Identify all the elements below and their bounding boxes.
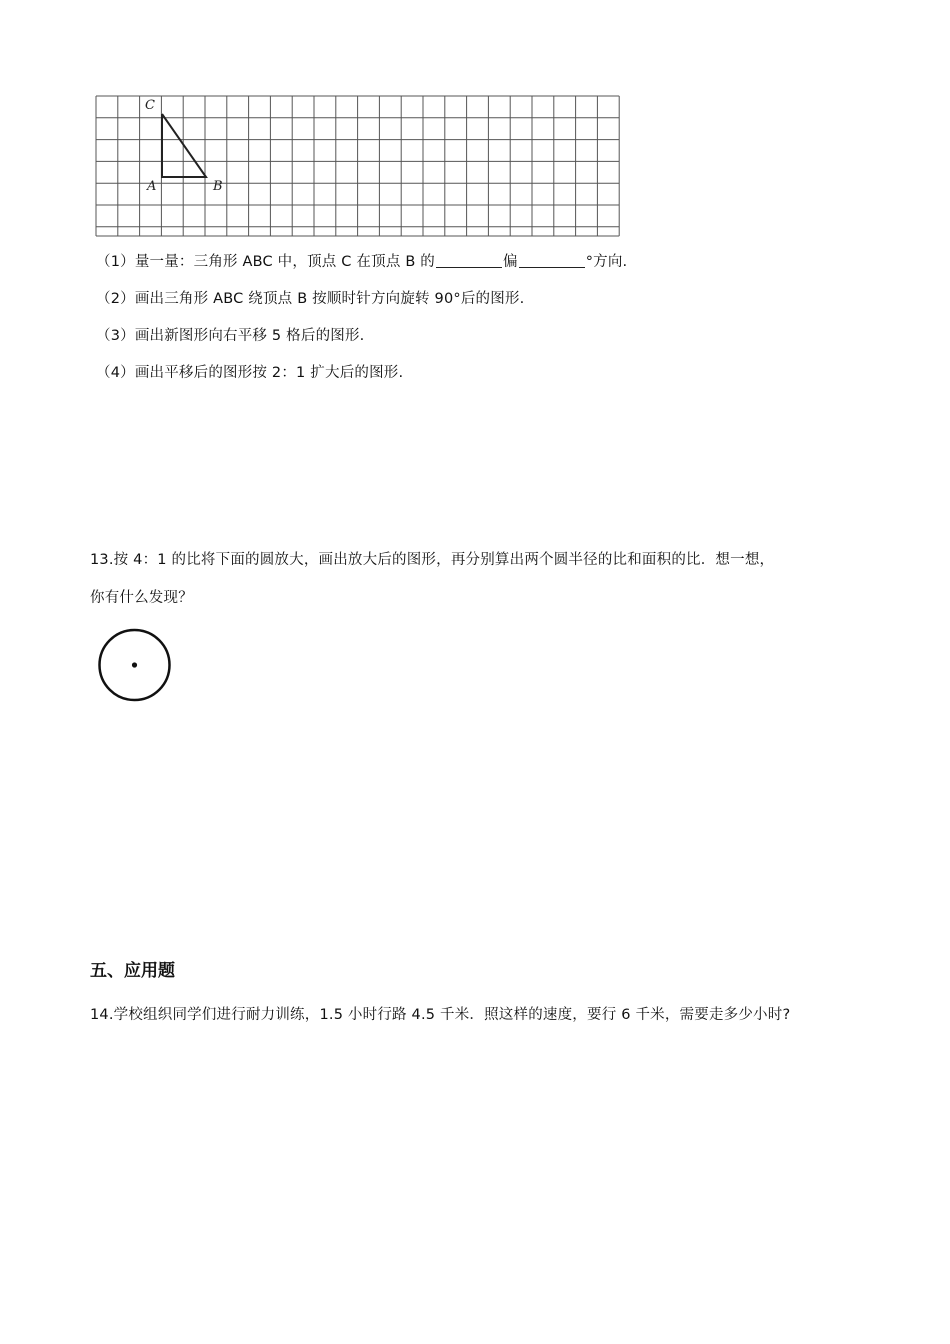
grid-lines <box>96 96 619 236</box>
q13-line2: 你有什么发现？ <box>90 590 193 606</box>
q14-text: 14.学校组织同学们进行耐力训练，1.5 小时行路 4.5 千米．照这样的速度，要行 6 千米，需要走多少小时? <box>90 1007 791 1023</box>
circle-figure <box>95 628 175 706</box>
section-title: 五、应用题 <box>90 961 175 981</box>
q12-part1-text-b: 偏 <box>503 254 518 270</box>
q12-part1 <box>96 250 627 271</box>
angle-blank[interactable] <box>519 253 585 268</box>
label-a: A <box>147 179 157 194</box>
label-b: B <box>213 179 223 194</box>
q13-line1: 13.按 4：1 的比将下面的圆放大，画出放大后的图形，再分别算出两个圆半径的比和面积的比．想一想， <box>90 552 775 568</box>
triangle-abc <box>162 114 206 177</box>
q12-part2: （2）画出三角形 ABC 绕顶点 B 按顺时针方向旋转 90°后的图形. <box>96 291 525 307</box>
q12-part1-text-c: °方向. <box>585 254 628 270</box>
circle-center-dot <box>132 662 137 667</box>
q12-part3: （3）画出新图形向右平移 5 格后的图形. <box>96 328 365 344</box>
q12-part1-text-a: （1）量一量：三角形 ABC 中，顶点 C 在顶点 B 的 <box>96 254 435 270</box>
q12-part4: （4）画出平移后的图形按 2：1 扩大后的图形. <box>96 365 404 381</box>
grid-figure <box>92 92 640 240</box>
label-c: C <box>145 98 155 113</box>
direction-blank[interactable] <box>436 253 502 268</box>
